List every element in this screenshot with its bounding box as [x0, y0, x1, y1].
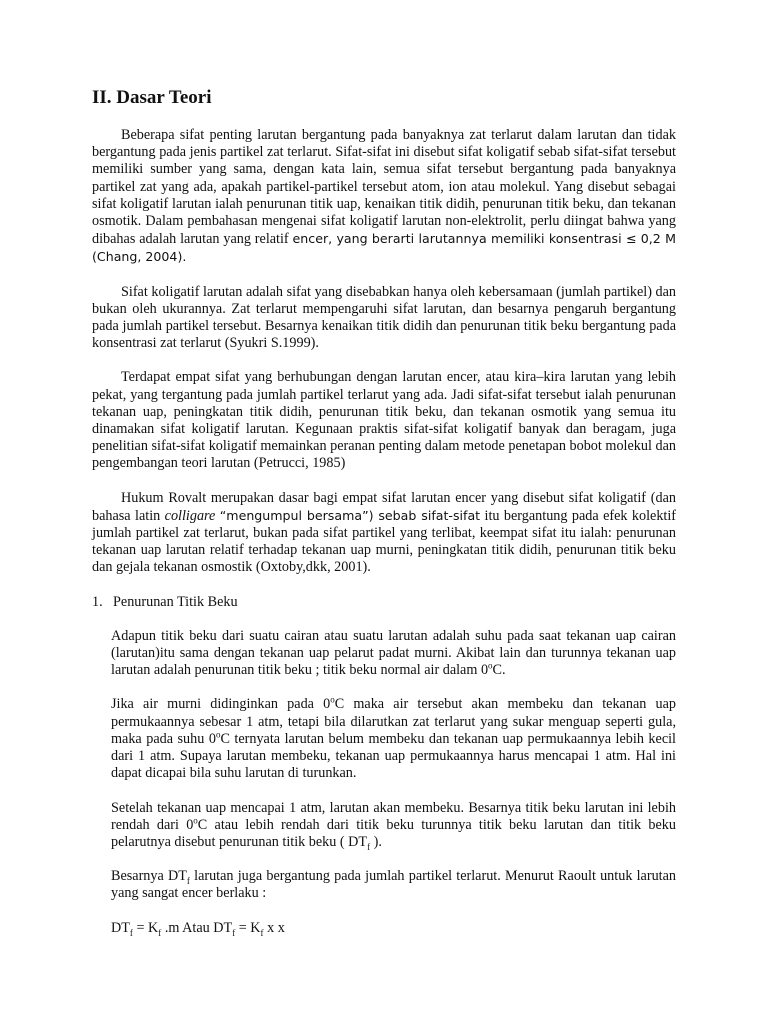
subscript: f	[186, 875, 190, 886]
sp2-c: C ternyata larutan belum membeku dan tekanan uap permukaannya lebih kecil dari 1 atm. Supaya larutan membeku, tekanan uap permukaannya harus mencapai 1 atm. Hal ini dapat dicapai bila suhu larutan di turunkan.	[111, 730, 677, 782]
subsection-heading	[92, 594, 676, 611]
formula-part: x x	[263, 919, 285, 936]
paragraph-4-part-c: itu bergantung pada efek kolektif jumlah partikel zat terlarut, bukan pada sifat partikel yang terlibat, keempat sifat itu ialah: penurunan tekanan uap larutan relatif terhadap tekanan uap murni, peningkatan titik didih, penurunan titik beku dan gejala tekanan osmostik (Oxtoby,dkk, 2001).	[92, 507, 677, 576]
paragraph-1-tail: encer, yang berarti larutannya memiliki konsentrasi ≤ 0,2 M (Chang, 2004).	[92, 231, 677, 265]
subscript: f	[129, 927, 133, 938]
paragraph-4	[92, 490, 676, 577]
paragraph-3: Terdapat empat sifat yang berhubungan dengan larutan encer, atau kira–kira larutan yang lebih pekat, yang tergantung pada jumlah partikel terlarut yang ada. Jadi sifat-sifat tersebut ialah penurunan tekanan uap, peningkatan titik didih, penurunan titik beku, dan tekanan osmotik yang semua itu dinamakan sifat koligatif larutan. Kegunaan praktis sifat-sifat koligatif banyak dan beragam, juga penelitian sifat-sifat koligatif memainkan peranan penting dalam metode penetapan bobot molekul dan pengembangan teori larutan (Petrucci, 1985)	[92, 369, 676, 472]
subscript: f	[367, 841, 371, 852]
degree-sup: o	[193, 814, 198, 825]
subsection-body	[92, 628, 676, 937]
subscript: f	[232, 927, 236, 938]
sp2-b: C maka air tersebut akan membeku dan tekanan uap permukaannya sebesar 1 atm, tetapi bila dilarutkan zat terlarut yang sukar menguap seperti gula, maka pada suhu 0	[111, 696, 676, 747]
sp1-end: C.	[492, 662, 506, 679]
sp3-b: C atau lebih rendah dari titik beku turunnya titik beku larutan dan titik beku pelarutnya disebut penurunan titik beku ( DT	[111, 816, 676, 850]
formula-part: = K	[235, 919, 261, 936]
degree-sup: o	[330, 694, 335, 705]
section-heading: II. Dasar Teori	[92, 87, 212, 108]
latin-term: colligare	[164, 507, 216, 524]
subscript: f	[260, 927, 264, 938]
sp3-c: ).	[370, 833, 382, 850]
paragraph-4-part-b: “mengumpul bersama”) sebab sifat-sifat	[219, 507, 481, 523]
paragraph-4-part-a: Hukum Rovalt merupakan dasar bagi empat sifat larutan encer yang disebut sifat koligatif (dan bahasa latin	[92, 489, 676, 524]
paragraph-1	[92, 127, 676, 267]
sp4-a: Besarnya DT	[111, 868, 187, 885]
formula-part: DT	[111, 919, 130, 936]
subsection-paragraph-2	[111, 696, 676, 782]
subsection-paragraph-1	[111, 628, 676, 680]
subsection-paragraph-4	[111, 868, 676, 902]
subsection-number: 1.	[92, 593, 103, 610]
subsection-paragraph-3	[111, 800, 676, 852]
subscript: f	[158, 927, 162, 938]
formula-part: = K	[132, 919, 159, 936]
paragraph-1-text: Beberapa sifat penting larutan bergantung pada banyaknya zat terlarut dalam larutan dan tidak bergantung pada jenis partikel zat terlarut. Sifat-sifat ini disebut sifat koligatif sebab sifat-sifat tersebut memiliki sumber yang sama, dengan kata lain, semua sifat tersebut bergantung pada banyaknya partikel zat yang ada, apakah partikel-partikel tersebut atom, ion atau molekul. Yang disebut sebagai sifat koligatif larutan ialah penurunan titik uap, kenaikan titik didih, penurunan titik beku, dan tekanan osmotik. Dalam pembahasan mengenai sifat koligatif larutan non-elektrolit, perlu diingat bahwa yang dibahas adalah larutan yang relatif	[92, 127, 676, 248]
sp4-b: larutan juga bergantung pada jumlah partikel terlarut. Menurut Raoult untuk larutan yang sangat encer berlaku :	[111, 868, 677, 902]
sp3-a: Setelah tekanan uap mencapai 1 atm, larutan akan membeku. Besarnya titik beku larutan ini lebih rendah dari 0	[111, 799, 676, 833]
degree-sup: o	[488, 660, 493, 671]
raoult-formula	[111, 920, 676, 937]
subsection-title: Penurunan Titik Beku	[113, 593, 238, 610]
degree-sup: o	[215, 729, 221, 740]
formula-part: .m Atau DT	[161, 919, 233, 936]
sp2-a: Jika air murni didinginkan pada 0	[111, 696, 331, 713]
sp1-text: Adapun titik beku dari suatu cairan atau suatu larutan adalah suhu pada saat tekanan uap cairan (larutan)itu sama dengan tekanan uap pelarut padat murni. Akibat lain dan turunnya tekanan uap larutan adalah penurunan titik beku ; titik beku normal air dalam 0	[111, 627, 676, 679]
paragraph-2: Sifat koligatif larutan adalah sifat yang disebabkan hanya oleh kebersamaan (jumlah partikel) dan bukan oleh ukurannya. Zat terlarut mempengaruhi sifat larutan, dan besarnya pengaruh bergantung pada jumlah partikel tersebut. Besarnya kenaikan titik didih dan penurunan titik beku bergantung pada konsentrasi zat terlarut (Syukri S.1999).	[92, 283, 676, 352]
